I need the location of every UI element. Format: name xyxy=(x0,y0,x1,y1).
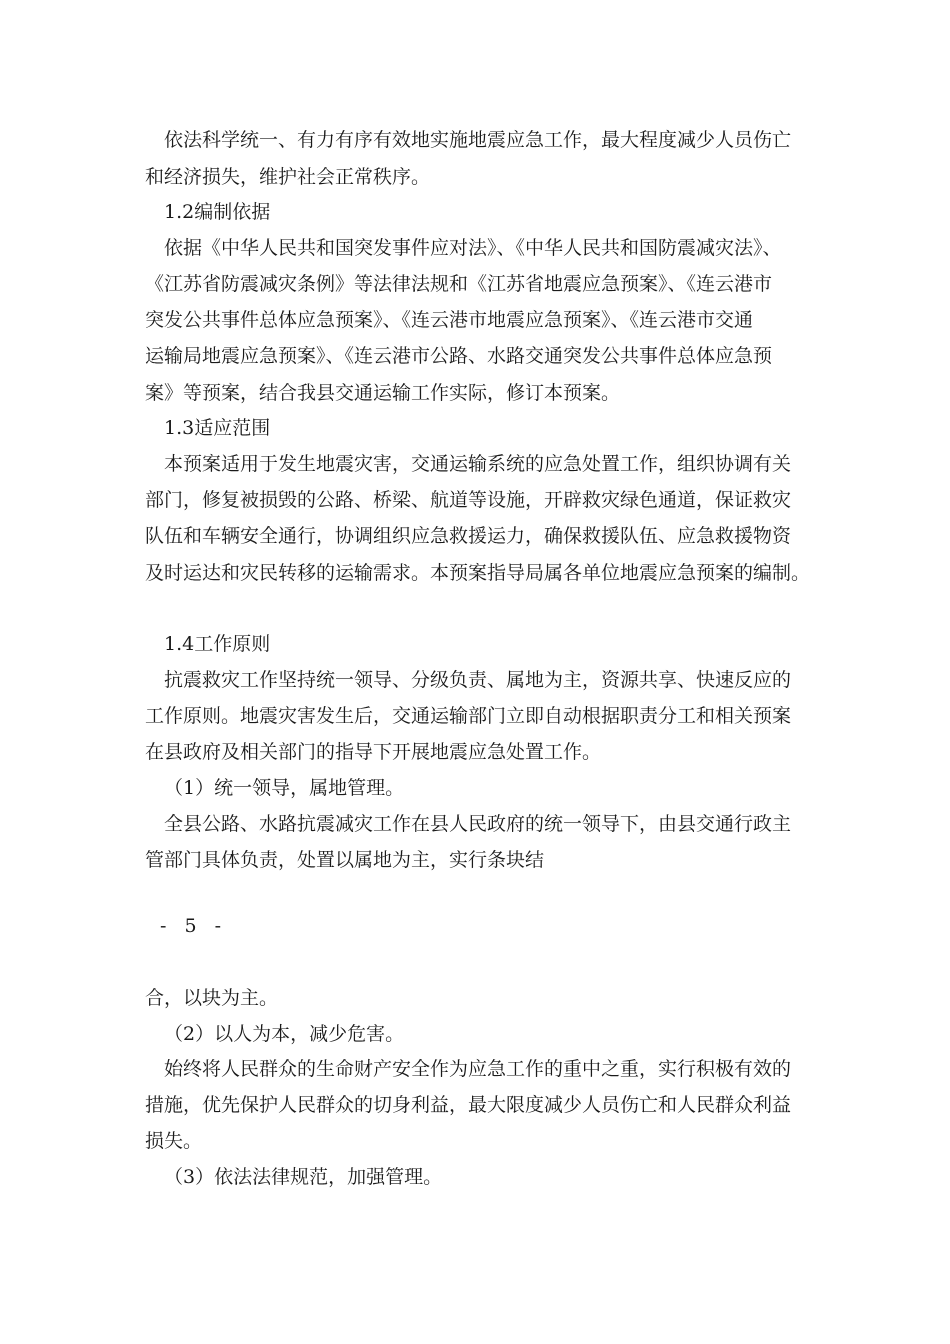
paragraph-line: 措施，优先保护人民群众的切身利益，最大限度减少人员伤亡和人民群众利益 xyxy=(145,1094,792,1116)
paragraph-line: 损失。 xyxy=(145,1130,203,1152)
paragraph-line: 运输局地震应急预案》、《连云港市公路、水路交通突发公共事件总体应急预 xyxy=(145,345,773,367)
paragraph-line: 《江苏省防震减灾条例》等法律法规和《江苏省地震应急预案》、《连云港市 xyxy=(145,273,773,295)
paragraph-line: 及时运达和灾民转移的运输需求。本预案指导局属各单位地震应急预案的编制。 xyxy=(145,562,811,584)
paragraph-line: 管部门具体负责，处置以属地为主，实行条块结 xyxy=(145,849,545,871)
paragraph-line: 依据《中华人民共和国突发事件应对法》、《中华人民共和国防震减灾法》、 xyxy=(164,237,782,259)
paragraph-line: 部门，修复被损毁的公路、桥梁、航道等设施，开辟救灾绿色通道，保证救灾 xyxy=(145,489,792,511)
paragraph-line: 队伍和车辆安全通行，协调组织应急救援运力，确保救援队伍、应急救援物资 xyxy=(145,525,792,547)
paragraph-line: 案》等预案，结合我县交通运输工作实际，修订本预案。 xyxy=(145,382,621,404)
paragraph-line: 抗震救灾工作坚持统一领导、分级负责、属地为主，资源共享、快速反应的 xyxy=(164,669,792,691)
paragraph-line: 合，以块为主。 xyxy=(145,987,279,1009)
paragraph-line: 和经济损失，维护社会正常秩序。 xyxy=(145,166,431,188)
section-heading-1-2: 1.2编制依据 xyxy=(164,201,271,223)
paragraph-line: 依法科学统一、有力有序有效地实施地震应急工作，最大程度减少人员伤亡 xyxy=(164,129,792,151)
numbered-item: （3）依法法律规范，加强管理。 xyxy=(164,1166,443,1188)
page-number: - 5 - xyxy=(160,915,228,937)
numbered-item: （1）统一领导，属地管理。 xyxy=(164,777,405,799)
paragraph-line: 工作原则。地震灾害发生后，交通运输部门立即自动根据职责分工和相关预案 xyxy=(145,705,792,727)
section-heading-1-4: 1.4工作原则 xyxy=(164,633,271,655)
paragraph-line: 在县政府及相关部门的指导下开展地震应急处置工作。 xyxy=(145,741,602,763)
paragraph-line: 全县公路、水路抗震减灾工作在县人民政府的统一领导下，由县交通行政主 xyxy=(164,813,792,835)
paragraph-line: 始终将人民群众的生命财产安全作为应急工作的重中之重，实行积极有效的 xyxy=(164,1058,792,1080)
section-heading-1-3: 1.3适应范围 xyxy=(164,417,271,439)
paragraph-line: 本预案适用于发生地震灾害，交通运输系统的应急处置工作，组织协调有关 xyxy=(164,453,792,475)
paragraph-line: 突发公共事件总体应急预案》、《连云港市地震应急预案》、《连云港市交通 xyxy=(145,309,754,331)
numbered-item: （2）以人为本，减少危害。 xyxy=(164,1023,405,1045)
